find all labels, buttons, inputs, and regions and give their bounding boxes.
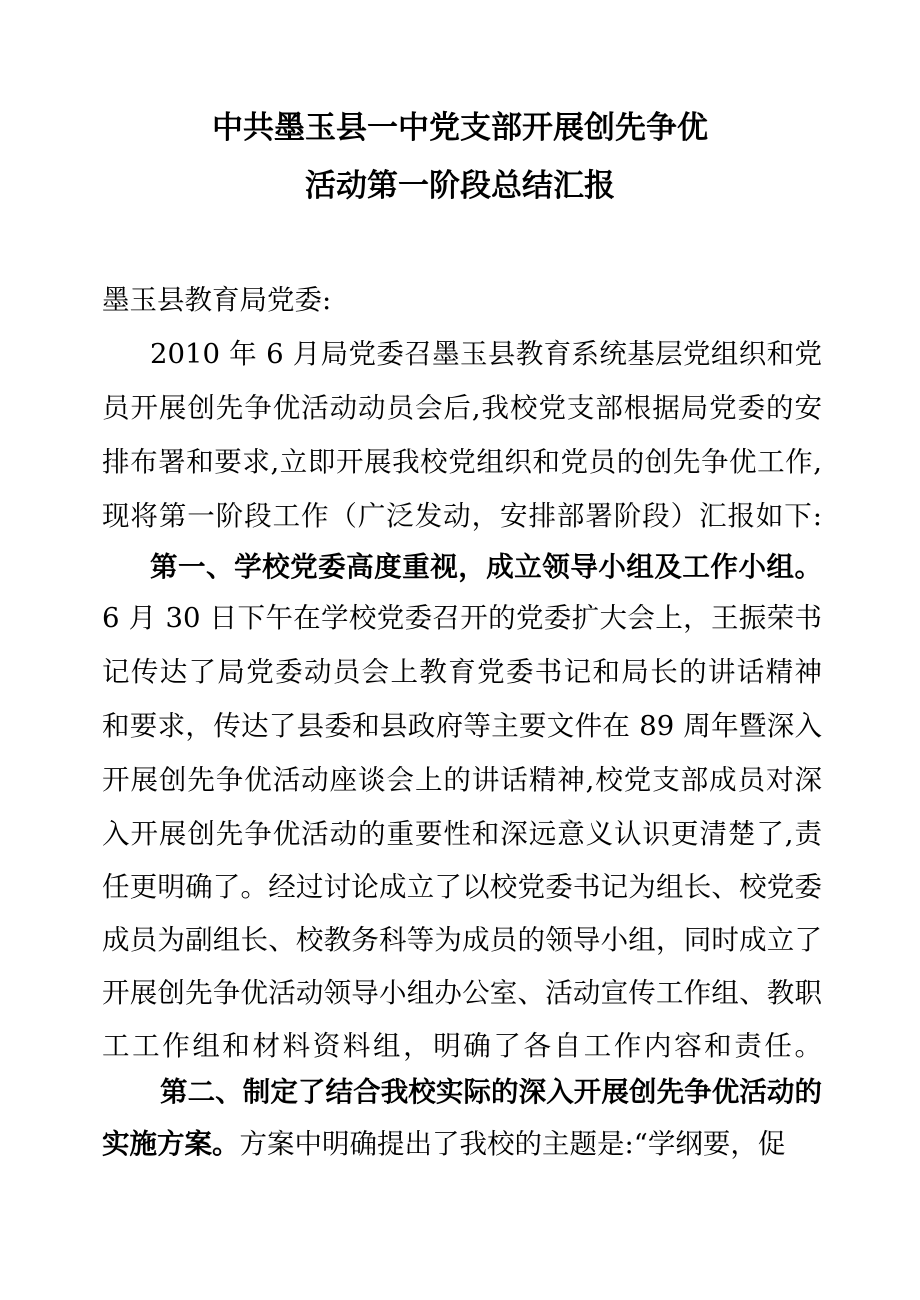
- body-line-10: 入开展创先争优活动的重要性和深远意义认识更清楚了,责: [102, 818, 822, 850]
- body-line-9: 开展创先争优活动座谈会上的讲话精神,校党支部成员对深: [102, 764, 822, 796]
- body-line-1: 2010 年 6 月局党委召墨玉县教育系统基层党组织和党: [150, 338, 822, 370]
- body-line-2: 员开展创先争优活动动员会后,我校党支部根据局党委的安: [102, 392, 822, 424]
- section-heading-2-continuation: 实施方案。: [102, 1128, 240, 1160]
- document-title-line-2: 活动第一阶段总结汇报: [305, 168, 615, 204]
- document-title-line-1: 中共墨玉县一中党支部开展创先争优: [212, 110, 708, 146]
- body-line-4: 现将第一阶段工作（广泛发动，安排部署阶段）汇报如下:: [102, 500, 822, 532]
- body-line-11: 任更明确了。经过讨论成立了以校党委书记为组长、校党委: [102, 871, 822, 903]
- body-line-7: 记传达了局党委动员会上教育党委书记和局长的讲话精神: [102, 656, 822, 688]
- body-line-3: 排布署和要求,立即开展我校党组织和党员的创先争优工作,: [102, 446, 822, 478]
- salutation: 墨玉县教育局党委:: [102, 284, 332, 316]
- body-line-13: 开展创先争优活动领导小组办公室、活动宣传工作组、教职: [102, 977, 822, 1009]
- body-line-8: 和要求，传达了县委和县政府等主要文件在 89 周年暨深入: [102, 710, 822, 742]
- section-heading-1: 第一、学校党委高度重视，成立领导小组及工作小组。: [150, 551, 822, 583]
- body-line-6: 6 月 30 日下午在学校党委召开的党委扩大会上，王振荣书: [102, 602, 822, 634]
- body-line-14: 工工作组和材料资料组，明确了各自工作内容和责任。: [102, 1030, 822, 1062]
- section-heading-2: 第二、制定了结合我校实际的深入开展创先争优活动的: [160, 1076, 822, 1108]
- body-line-12: 成员为副组长、校教务科等为成员的领导小组，同时成立了: [102, 924, 822, 956]
- body-line-16-text: 方案中明确提出了我校的主题是:“学纲要，促: [239, 1128, 786, 1160]
- body-line-16: [102, 1117, 822, 1171]
